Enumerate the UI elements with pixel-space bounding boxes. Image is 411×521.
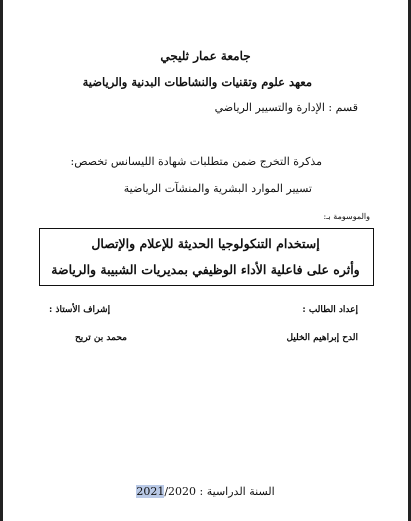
academic-year-value [136, 485, 196, 498]
thesis-title-line-1: إستخدام التنكولوجيا الحديثة للإعلام والإتصال [91, 236, 320, 251]
academic-year-separator: / [164, 485, 169, 498]
memo-description: مذكرة التخرج ضمن متطلبات شهادة الليسانس تخصص: [70, 155, 322, 168]
academic-year-end: 2021 [136, 485, 165, 498]
department-name: قسم : الإدارة والتسيير الرياضي [214, 101, 358, 114]
student-name: الدح إبراهيم الخليل [286, 333, 358, 343]
prepared-by-label: إعداد الطالب : [302, 305, 358, 315]
academic-year-start: 2020 [168, 485, 197, 498]
specialty-name: تسيير الموارد البشرية والمنشآت الرياضية [123, 182, 312, 195]
supervisor-name: محمد بن تريح [75, 333, 127, 343]
academic-year-label: السنة الدراسية : [199, 485, 275, 498]
institute-name: معهد علوم وتقنيات والنشاطات البدنية والرياضية [82, 75, 312, 89]
supervisor-label: إشراف الأستاذ : [49, 305, 111, 315]
thesis-title-line-2: وأثره على فاعلية الأداء الوظيفي بمديريات الشبيبة والرياضة [51, 262, 360, 277]
titled-label: والموسومة بـ: [323, 212, 370, 221]
academic-year [3, 486, 408, 497]
university-name: جامعة عمار ثليجي [160, 49, 251, 63]
